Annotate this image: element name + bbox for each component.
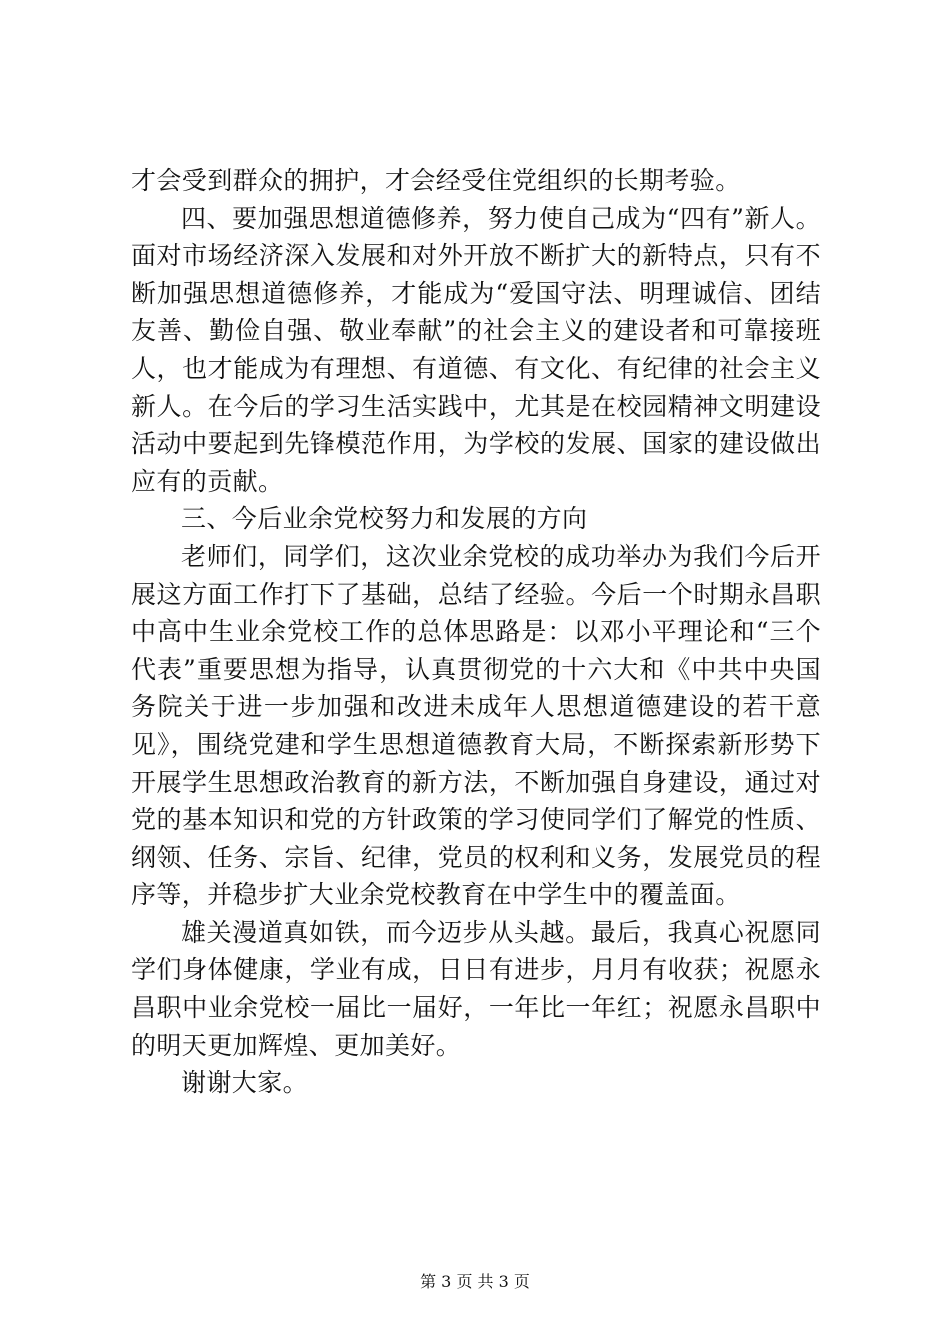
paragraph-closing-wishes: 雄关漫道真如铁，而今迈步从头越。最后，我真心祝愿同学们身体健康，学业有成，日日有进步，月月有收获；祝愿永昌职中业余党校一届比一届好，一年比一年红；祝愿永昌职中的明天更加辉煌、更加美好。 (131, 917, 821, 1060)
paragraph-1: 才会受到群众的拥护，才会经受住党组织的长期考验。 (131, 166, 741, 195)
section-heading-three: 三、今后业余党校努力和发展的方向 (181, 504, 588, 534)
page-footer: 第 3 页 共 3 页 (420, 1272, 530, 1291)
document-body (131, 162, 821, 1102)
paragraph-section-four: 四、要加强思想道德修养，努力使自己成为“四有”新人。面对市场经济深入发展和对外开放不断扩大的新特点，只有不断加强思想道德修养，才能成为“爱国守法、明理诚信、团结友善、勤俭自强、敬业奉献”的社会主义的建设者和可靠接班人，也才能成为有理想、有道德、有文化、有纪律的社会主义新人。在今后的学习生活实践中，尤其是在校园精神文明建设活动中要起到先锋模范作用，为学校的发展、国家的建设做出应有的贡献。 (131, 203, 821, 496)
paragraph-future-direction: 老师们，同学们，这次业余党校的成功举办为我们今后开展这方面工作打下了基础，总结了经验。今后一个时期永昌职中高中生业余党校工作的总体思路是：以邓小平理论和“三个代表”重要思想为指导，认真贯彻党的十六大和《中共中央国务院关于进一步加强和改进未成年人思想道德建设的若干意见》，围绕党建和学生思想道德教育大局，不断探索新形势下开展学生思想政治教育的新方法，不断加强自身建设，通过对党的基本知识和党的方针政策的学习使同学们了解党的性质、纲领、任务、宗旨、纪律，党员的权利和义务，发展党员的程序等，并稳步扩大业余党校教育在中学生中的覆盖面。 (131, 541, 821, 910)
paragraph-thanks: 谢谢大家。 (181, 1068, 309, 1098)
